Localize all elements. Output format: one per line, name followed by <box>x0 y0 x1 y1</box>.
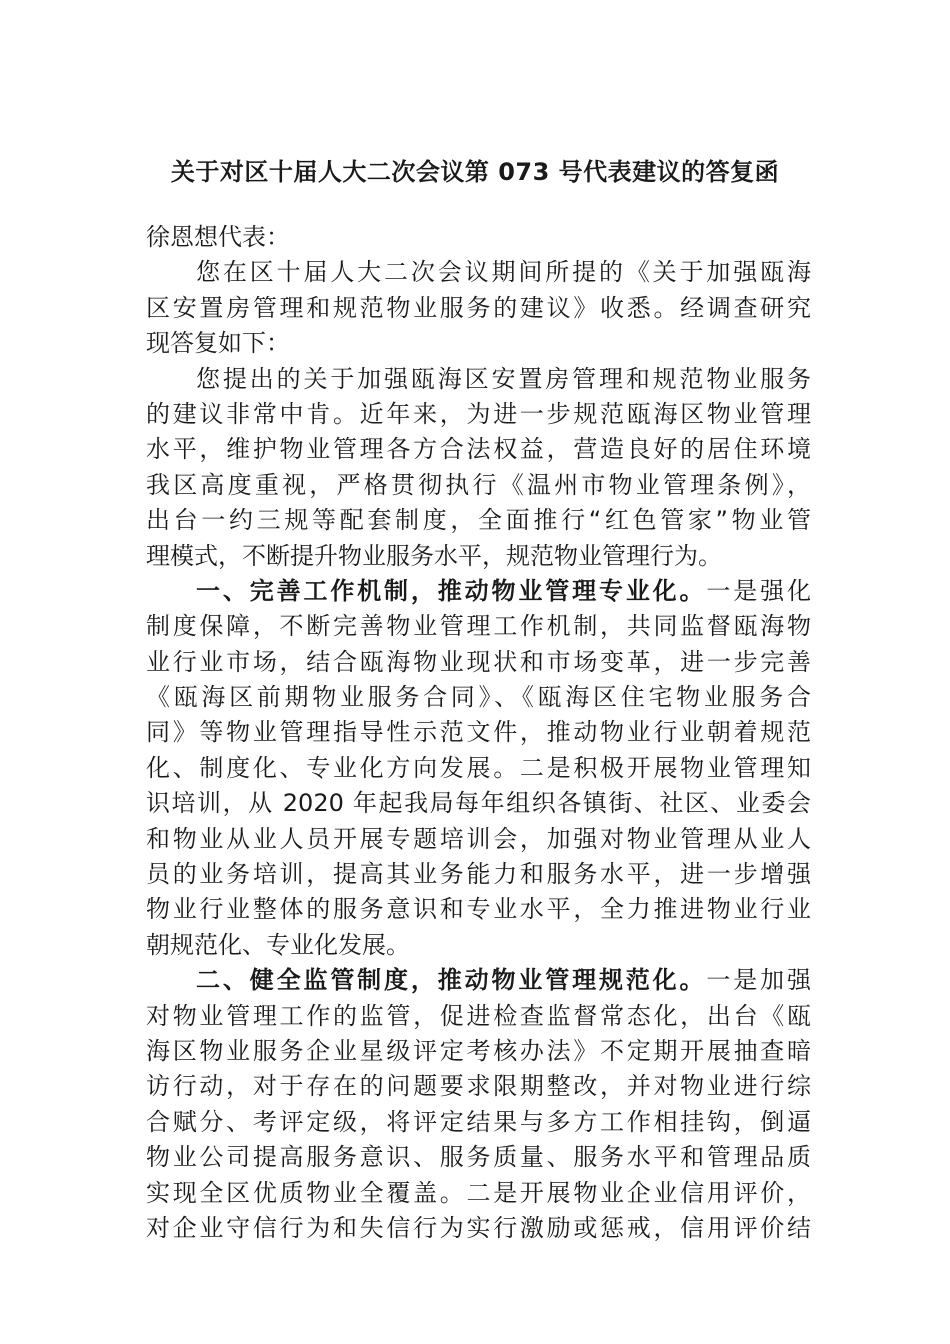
line-text: 出台一约三规等配套制度，全面推行“红色管家”物业管 <box>146 506 811 535</box>
line-text: 一是加强 <box>706 966 812 995</box>
section-heading: 一、完善工作机制，推动物业管理专业化。 <box>196 576 707 605</box>
line-text: 现答复如下： <box>146 329 290 358</box>
text-line <box>146 1069 811 1104</box>
text-line <box>146 1034 811 1069</box>
text-line <box>146 751 811 786</box>
text-line <box>146 503 811 538</box>
line-text: 化、制度化、专业化方向发展。二是积极开展物业管理知 <box>146 753 811 782</box>
line-text: 业行业市场，结合瓯海物业现状和市场变革，进一步完善 <box>146 647 811 676</box>
line-text: 对企业守信行为和失信行为实行激励或惩戒，信用评价结 <box>146 1213 811 1242</box>
line-text: 您在区十届人大二次会议期间所提的《关于加强瓯海 <box>196 258 811 287</box>
line-text: 物业行业整体的服务意识和专业水平，全力推进物业行业 <box>146 895 811 924</box>
line-text: 水平，维护物业管理各方合法权益，营造良好的居住环境 <box>146 435 811 464</box>
text-line <box>146 999 811 1034</box>
line-text: 员的业务培训，提高其业务能力和服务水平，进一步增强 <box>146 860 811 889</box>
text-line <box>146 220 811 255</box>
line-text: 朝规范化、专业化发展。 <box>146 930 410 959</box>
text-line <box>146 786 811 821</box>
text-line <box>146 609 811 644</box>
line-text: 我区高度重视，严格贯彻执行《温州市物业管理条例》， <box>146 470 811 499</box>
line-text: 访行动，对于存在的问题要求限期整改，并对物业进行综 <box>146 1072 811 1101</box>
text-line <box>146 468 811 503</box>
text-line <box>146 928 811 963</box>
line-text: 实现全区优质物业全覆盖。二是开展物业企业信用评价， <box>146 1178 811 1207</box>
text-line <box>146 963 811 998</box>
text-line <box>146 1140 811 1175</box>
line-text: 《瓯海区前期物业服务合同》、《瓯海区住宅物业服务合 <box>146 683 811 712</box>
line-text: 对物业管理工作的监管，促进检查监督常态化，出台《瓯 <box>146 1001 811 1030</box>
text-line <box>146 857 811 892</box>
text-line <box>146 1105 811 1140</box>
text-line <box>146 255 811 290</box>
line-text: 理模式，不断提升物业服务水平，规范物业管理行为。 <box>146 541 722 570</box>
line-text: 同》等物业管理指导性示范文件，推动物业行业朝着规范 <box>146 718 811 747</box>
text-line <box>146 822 811 857</box>
text-line <box>146 397 811 432</box>
text-line <box>146 1211 811 1246</box>
text-line <box>146 326 811 361</box>
line-text: 徐恩想代表： <box>146 223 290 251</box>
text-line <box>146 539 811 574</box>
document-body <box>146 220 811 1246</box>
section-heading: 二、健全监管制度，推动物业管理规范化。 <box>196 966 707 995</box>
line-text: 识培训，从 2020 年起我局每年组织各镇街、社区、业委会 <box>146 789 811 818</box>
text-line <box>146 892 811 927</box>
line-text: 制度保障，不断完善物业管理工作机制，共同监督瓯海物 <box>146 612 811 641</box>
line-text: 海区物业服务企业星级评定考核办法》不定期开展抽查暗 <box>146 1036 811 1065</box>
text-line <box>146 574 811 609</box>
line-text: 合赋分、考评定级，将评定结果与多方工作相挂钩，倒逼 <box>146 1107 811 1136</box>
text-line <box>146 432 811 467</box>
line-text: 您提出的关于加强瓯海区安置房管理和规范物业服务 <box>196 364 811 393</box>
line-text: 物业公司提高服务意识、服务质量、服务水平和管理品质 <box>146 1143 811 1172</box>
text-line <box>146 680 811 715</box>
text-line <box>146 362 811 397</box>
line-text: 一是强化 <box>706 576 812 605</box>
line-text: 的建议非常中肯。近年来，为进一步规范瓯海区物业管理 <box>146 399 811 428</box>
line-text: 和物业从业人员开展专题培训会，加强对物业管理从业人 <box>146 824 811 853</box>
text-line <box>146 291 811 326</box>
text-line <box>146 1176 811 1211</box>
text-line <box>146 645 811 680</box>
line-text: 区安置房管理和规范物业服务的建议》收悉。经调查研究 <box>146 293 811 322</box>
document-title: 关于对区十届人大二次会议第 073 号代表建议的答复函 <box>170 158 780 186</box>
text-line <box>146 715 811 750</box>
